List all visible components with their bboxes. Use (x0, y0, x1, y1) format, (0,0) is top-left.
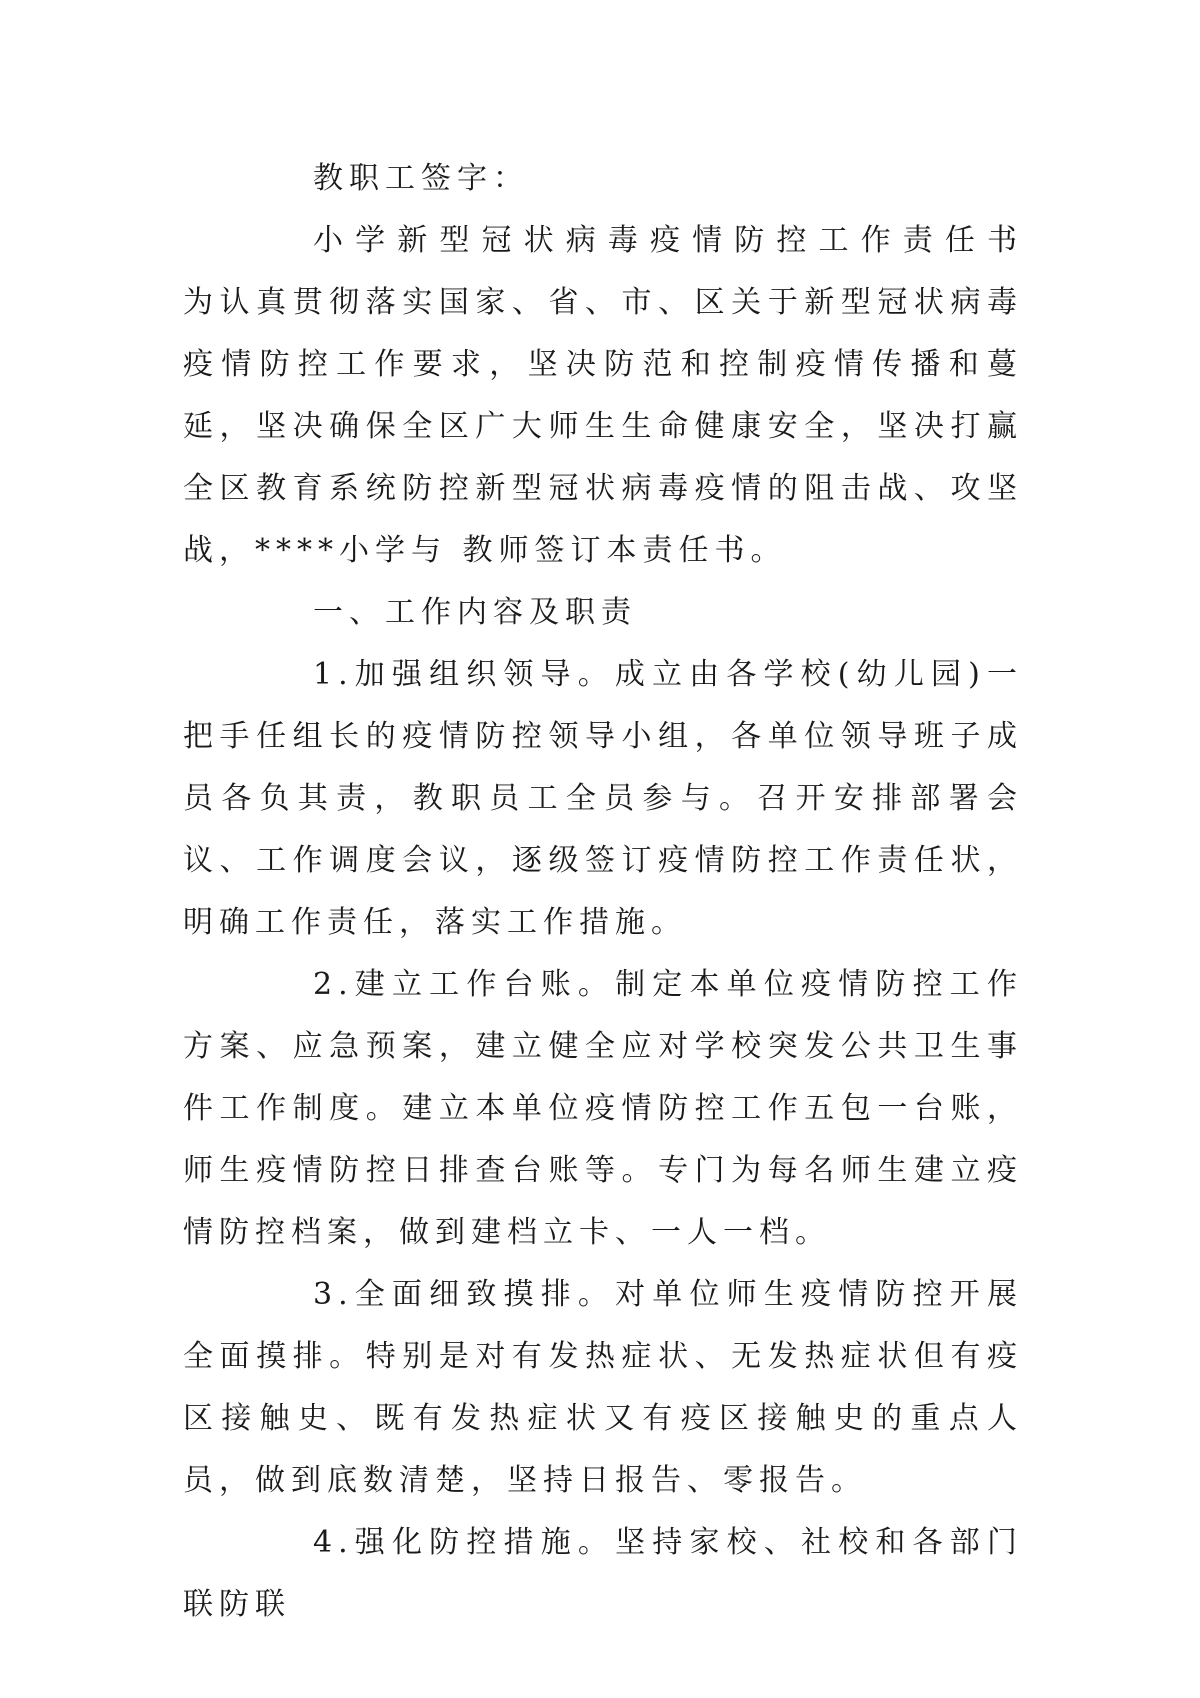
item-4-paragraph: 4.强化防控措施。坚持家校、社校和各部门联防联 (183, 1525, 1023, 1622)
section-heading: 一、工作内容及职责 (313, 595, 637, 630)
item-3-paragraph: 3.全面细致摸排。对单位师生疫情防控开展全面摸排。特别是对有发热症状、无发热症状但有疫区接触史、既有发热症状又有疫区接触史的重点人员，做到底数清楚，坚持日报告、零报告。 (183, 1277, 1023, 1498)
item-2-paragraph: 2.建立工作台账。制定本单位疫情防控工作方案、应急预案，建立健全应对学校突发公共卫生事件工作制度。建立本单位疫情防控工作五包一台账，师生疫情防控日排查台账等。专门为每名师生建立疫情防控档案，做到建档立卡、一人一档。 (183, 967, 1023, 1250)
item-1-paragraph: 1.加强组织领导。成立由各学校(幼儿园)一把手任组长的疫情防控领导小组，各单位领导班子成员各负其责，教职员工全员参与。召开安排部署会议、工作调度会议，逐级签订疫情防控工作责任状，明确工作责任，落实工作措施。 (183, 657, 1023, 940)
document-body (183, 148, 1095, 1636)
intro-paragraph: 小学新型冠状病毒疫情防控工作责任书 为认真贯彻落实国家、省、市、区关于新型冠状病毒疫情防控工作要求，坚决防范和控制疫情传播和蔓延，坚决确保全区广大师生生命健康安全，坚决打赢全区教育系统防控新型冠状病毒疫情的阻击战、攻坚战，****小学与 教师签订本责任书。 (183, 223, 1095, 568)
signature-line: 教职工签字： (313, 161, 529, 196)
